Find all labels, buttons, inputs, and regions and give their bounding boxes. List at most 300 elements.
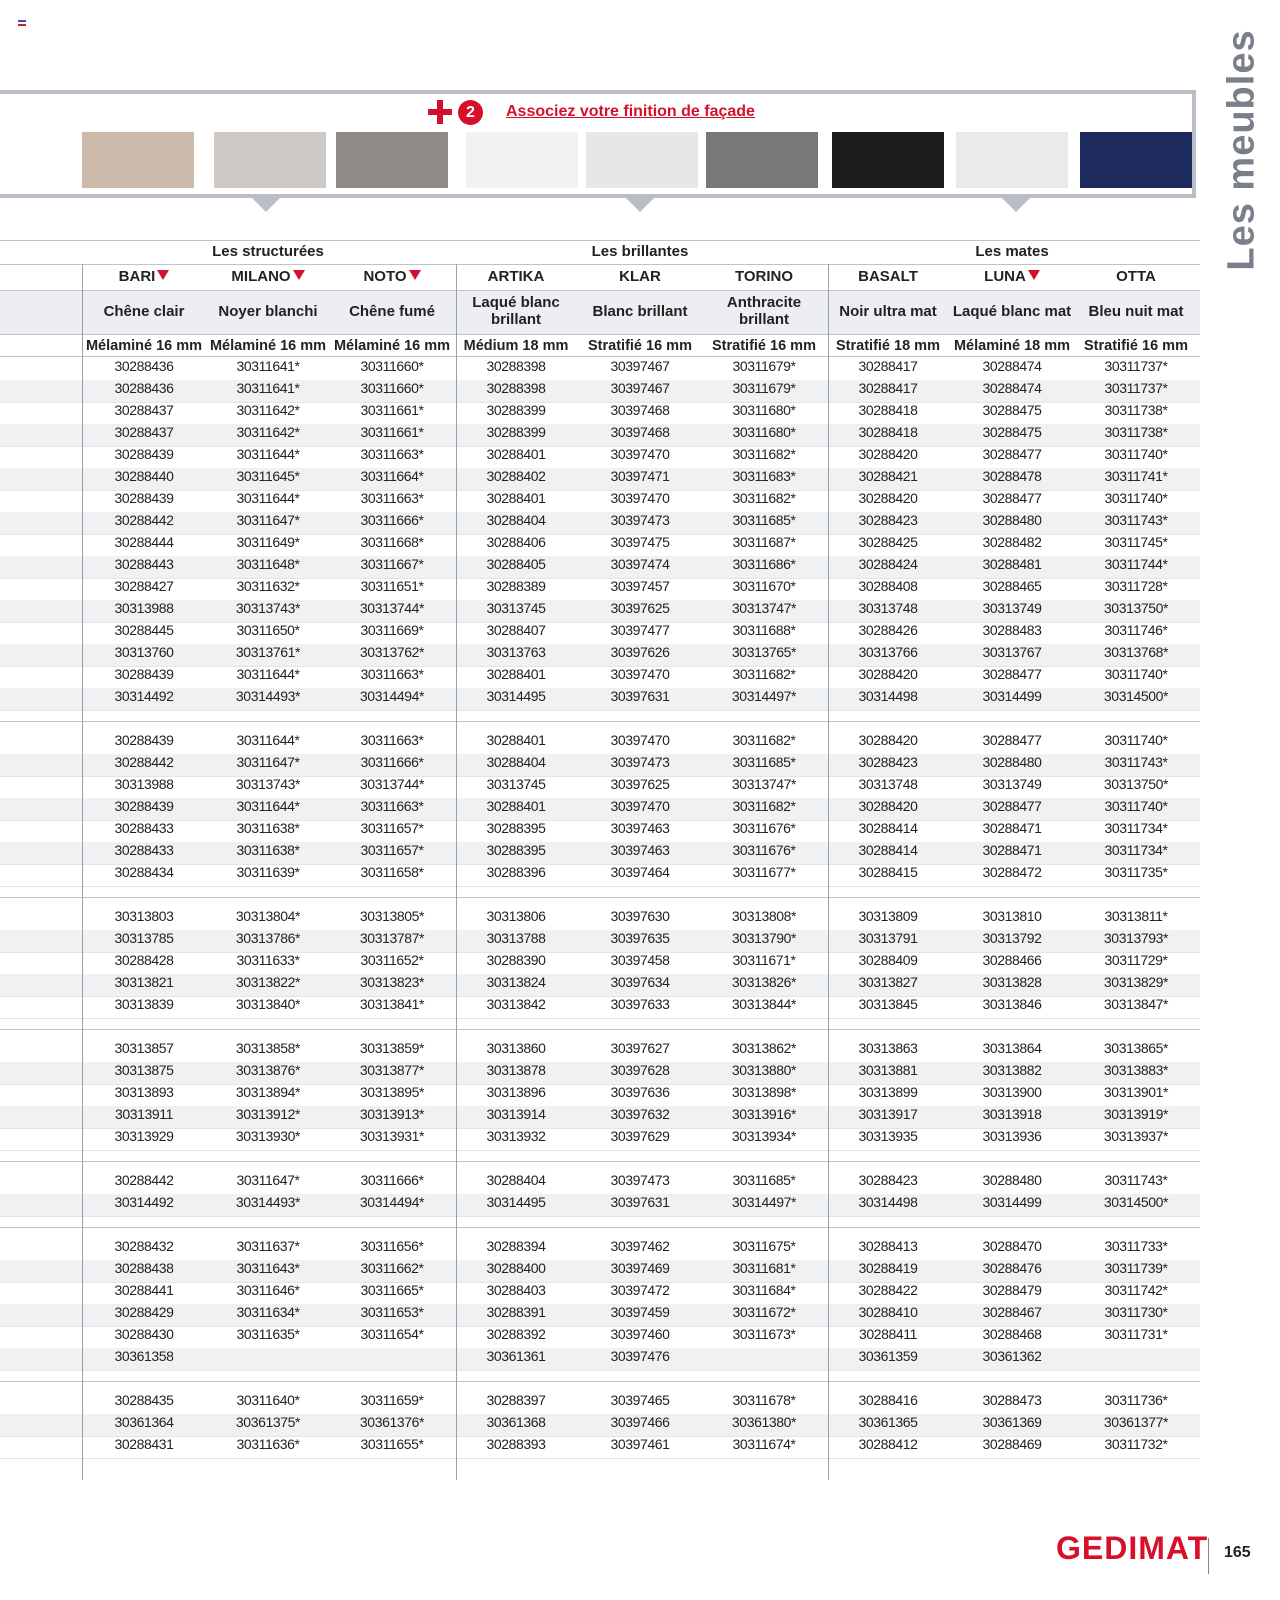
table-row: [0, 798, 1200, 820]
reference-cell: 30313768*: [1103, 644, 1169, 660]
reference-cell: 30311666*: [360, 1172, 424, 1188]
flag-icon: [18, 20, 26, 26]
reference-cell: 30288399: [486, 402, 546, 418]
table-row: [0, 1128, 1200, 1150]
reference-cell: 30313858*: [235, 1040, 301, 1056]
reference-cell: 30311653*: [360, 1304, 424, 1320]
reference-cell: 30311668*: [360, 534, 424, 550]
table-row: [0, 556, 1200, 578]
reference-cell: 30313743*: [235, 776, 301, 792]
table-row: [0, 930, 1200, 952]
reference-cell: 30288442: [114, 754, 174, 770]
reference-cell: 30311728*: [1104, 578, 1168, 594]
reference-cell: 30314498: [858, 1194, 918, 1210]
reference-cell: 30397475: [610, 534, 670, 550]
table-row: [0, 644, 1200, 666]
reference-cell: 30314497*: [731, 1194, 797, 1210]
reference-cell: 30311671*: [732, 952, 796, 968]
reference-cell: 30311686*: [732, 556, 796, 572]
reference-cell: 30397476: [610, 1348, 670, 1364]
reference-cell: 30288414: [858, 820, 918, 836]
model-name: [331, 268, 453, 285]
model-name-text: ARTIKA: [487, 268, 545, 285]
reference-cell: 30311663*: [360, 446, 424, 462]
reference-cell: 30311685*: [732, 1172, 796, 1188]
reference-cell: 30311734*: [1104, 842, 1168, 858]
reference-cell: 30313881: [858, 1062, 918, 1078]
reference-cell: 30313743*: [235, 600, 301, 616]
row-divider: [0, 1458, 1200, 1459]
reference-cell: 30311738*: [1104, 424, 1168, 440]
reference-cell: 30397477: [610, 622, 670, 638]
reference-cell: 30288415: [858, 864, 918, 880]
reference-cell: 30288414: [858, 842, 918, 858]
reference-cell: 30314495: [486, 1194, 546, 1210]
reference-cell: 30311680*: [732, 402, 796, 418]
reference-cell: 30397467: [610, 358, 670, 374]
reference-cell: 30311658*: [360, 864, 424, 880]
group-heading: Les brillantes: [591, 243, 689, 260]
table-row: [0, 1040, 1200, 1062]
reference-cell: 30288436: [114, 380, 174, 396]
finish-swatch[interactable]: [1080, 132, 1192, 188]
reference-cell: 30397470: [610, 446, 670, 462]
model-name-text: MILANO: [231, 268, 291, 285]
finish-name: Bleu nuit mat: [1088, 303, 1184, 320]
reference-cell: 30397635: [610, 930, 670, 946]
reference-cell: 30288439: [114, 798, 174, 814]
reference-cell: 30288426: [858, 622, 918, 638]
reference-cell: 30313862*: [731, 1040, 797, 1056]
reference-cell: 30397632: [610, 1106, 670, 1122]
reference-cell: 30288477: [982, 666, 1042, 682]
reference-cell: 30313912*: [235, 1106, 301, 1122]
reference-cell: 30311651*: [360, 578, 424, 594]
reference-cell: 30288421: [858, 468, 918, 484]
reference-cell: 30288471: [982, 842, 1042, 858]
reference-cell: 30311661*: [360, 402, 424, 418]
reference-cell: 30313811*: [1104, 908, 1168, 924]
reference-cell: 30361361: [486, 1348, 546, 1364]
reference-cell: 30288469: [982, 1436, 1042, 1452]
reference-cell: 30288429: [114, 1304, 174, 1320]
table-row: [0, 1194, 1200, 1216]
model-name-text: OTTA: [1116, 268, 1156, 285]
facade-link[interactable]: Associez votre finition de façade: [506, 103, 755, 120]
reference-cell: 30288395: [486, 842, 546, 858]
finish-name: Noir ultra mat: [839, 303, 937, 320]
reference-cell: 30311687*: [732, 534, 796, 550]
reference-cell: 30397460: [610, 1326, 670, 1342]
reference-cell: 30313901*: [1103, 1084, 1169, 1100]
reference-cell: 30288417: [858, 380, 918, 396]
reference-cell: 30288390: [486, 952, 546, 968]
reference-cell: 30313821: [114, 974, 174, 990]
reference-cell: 30397472: [610, 1282, 670, 1298]
pointer-structurees-icon: [252, 198, 280, 212]
reference-cell: 30397629: [610, 1128, 670, 1144]
reference-cell: 30288483: [982, 622, 1042, 638]
table-row: [0, 666, 1200, 688]
reference-cell: 30313767: [982, 644, 1042, 660]
reference-cell: 30288397: [486, 1392, 546, 1408]
reference-cell: 30397461: [610, 1436, 670, 1452]
reference-cell: 30313911: [114, 1106, 174, 1122]
reference-cell: 30311743*: [1104, 1172, 1168, 1188]
reference-cell: 30397625: [610, 600, 670, 616]
table-row: [0, 622, 1200, 644]
reference-cell: 30311644*: [236, 666, 300, 682]
reference-cell: 30288395: [486, 820, 546, 836]
reference-cell: 30288474: [982, 358, 1042, 374]
reference-cell: 30288436: [114, 358, 174, 374]
reference-cell: 30288401: [486, 446, 546, 462]
page-number: 165: [1224, 1544, 1251, 1561]
reference-cell: 30311737*: [1104, 380, 1168, 396]
table-row: [0, 402, 1200, 424]
reference-cell: 30313791: [858, 930, 918, 946]
reference-cell: 30313857: [114, 1040, 174, 1056]
reference-cell: 30311647*: [236, 1172, 300, 1188]
reference-cell: 30288427: [114, 578, 174, 594]
row-divider: [0, 1150, 1200, 1151]
reference-cell: 30397458: [610, 952, 670, 968]
table-row: [0, 776, 1200, 798]
reference-cell: 30314500*: [1103, 1194, 1169, 1210]
reference-cell: 30397470: [610, 798, 670, 814]
reference-cell: 30313988: [114, 776, 174, 792]
reference-cell: 30311684*: [732, 1282, 796, 1298]
reference-cell: 30311638*: [236, 842, 300, 858]
reference-cell: 30311663*: [360, 798, 424, 814]
model-name: [951, 268, 1073, 285]
reference-cell: 30311662*: [360, 1260, 424, 1276]
reference-cell: 30288401: [486, 666, 546, 682]
reference-cell: 30311649*: [236, 534, 300, 550]
reference-cell: 30313914: [486, 1106, 546, 1122]
material-spec: Stratifié 16 mm: [588, 338, 692, 354]
reference-cell: 30288404: [486, 754, 546, 770]
reference-cell: 30313840*: [235, 996, 301, 1012]
reference-cell: 30311647*: [236, 754, 300, 770]
reference-cell: 30288422: [858, 1282, 918, 1298]
reference-cell: 30311677*: [732, 864, 796, 880]
reference-cell: 30288416: [858, 1392, 918, 1408]
reference-cell: 30313787*: [359, 930, 425, 946]
reference-cell: 30361364: [114, 1414, 174, 1430]
reference-cell: 30311729*: [1104, 952, 1168, 968]
table-divider: [0, 1381, 1200, 1382]
group-separator: [828, 264, 829, 1480]
reference-cell: 30288480: [982, 512, 1042, 528]
side-title-text: Les meubles: [1220, 29, 1263, 271]
material-spec: Mélaminé 16 mm: [85, 338, 203, 354]
reference-cell: 30313762*: [359, 644, 425, 660]
model-name: [1075, 268, 1197, 285]
model-name: [207, 268, 329, 285]
reference-cell: 30288477: [982, 490, 1042, 506]
reference-cell: 30311657*: [360, 842, 424, 858]
reference-cell: 30311683*: [732, 468, 796, 484]
table-row: [0, 358, 1200, 380]
finish-swatch[interactable]: [586, 132, 698, 188]
reference-cell: 30311647*: [236, 512, 300, 528]
reference-cell: 30311664*: [360, 468, 424, 484]
reference-cell: 30311634*: [236, 1304, 300, 1320]
reference-cell: 30313876*: [235, 1062, 301, 1078]
reference-cell: 30288401: [486, 798, 546, 814]
reference-cell: 30311676*: [732, 820, 796, 836]
table-row: [0, 842, 1200, 864]
reference-cell: 30313917: [858, 1106, 918, 1122]
group-heading: Les mates: [975, 243, 1049, 260]
table-row: [0, 1436, 1200, 1458]
reference-cell: 30313763: [486, 644, 546, 660]
reference-cell: 30288480: [982, 754, 1042, 770]
pointer-mates-icon: [1002, 198, 1030, 212]
reference-cell: 30313929: [114, 1128, 174, 1144]
reference-cell: 30288439: [114, 732, 174, 748]
reference-cell: 30313932: [486, 1128, 546, 1144]
reference-cell: 30288471: [982, 820, 1042, 836]
finish-swatch[interactable]: [336, 132, 448, 188]
table-row: [0, 1172, 1200, 1194]
reference-cell: 30313930*: [235, 1128, 301, 1144]
reference-cell: 30288468: [982, 1326, 1042, 1342]
reference-cell: 30288437: [114, 402, 174, 418]
reference-cell: 30313761*: [235, 644, 301, 660]
table-divider: [0, 240, 1200, 241]
reference-cell: 30311735*: [1104, 864, 1168, 880]
reference-cell: 30361359: [858, 1348, 918, 1364]
reference-cell: 30311679*: [732, 358, 796, 374]
reference-cell: 30313935: [858, 1128, 918, 1144]
reference-cell: 30311643*: [236, 1260, 300, 1276]
reference-cell: 30288406: [486, 534, 546, 550]
reference-cell: 30314494*: [359, 1194, 425, 1210]
finish-swatch[interactable]: [956, 132, 1068, 188]
reference-cell: 30288401: [486, 490, 546, 506]
table-divider: [0, 334, 1200, 335]
row-divider: [0, 1216, 1200, 1217]
reference-cell: 30311644*: [236, 798, 300, 814]
reference-cell: 30397470: [610, 732, 670, 748]
reference-cell: 30311660*: [360, 380, 424, 396]
reference-cell: 30313893: [114, 1084, 174, 1100]
material-spec: Stratifié 16 mm: [1084, 338, 1188, 354]
reference-cell: 30288412: [858, 1436, 918, 1452]
reference-cell: 30397470: [610, 666, 670, 682]
reference-cell: 30311636*: [236, 1436, 300, 1452]
table-row: [0, 1260, 1200, 1282]
reference-cell: 30313936: [982, 1128, 1042, 1144]
reference-cell: 30288393: [486, 1436, 546, 1452]
reference-cell: 30397636: [610, 1084, 670, 1100]
reference-cell: 30397464: [610, 864, 670, 880]
reference-cell: 30313847*: [1103, 996, 1169, 1012]
finish-swatch[interactable]: [466, 132, 578, 188]
reference-cell: 30311740*: [1104, 732, 1168, 748]
reference-cell: 30311682*: [732, 446, 796, 462]
reference-cell: 30288433: [114, 842, 174, 858]
reference-cell: 30313875: [114, 1062, 174, 1078]
table-divider: [0, 290, 1200, 291]
reference-cell: 30288480: [982, 1172, 1042, 1188]
model-name-text: TORINO: [734, 268, 794, 285]
table-row: [0, 490, 1200, 512]
reference-cell: 30288404: [486, 1172, 546, 1188]
reference-cell: 30311639*: [236, 864, 300, 880]
reference-cell: 30288400: [486, 1260, 546, 1276]
model-name-text: LUNA: [984, 268, 1026, 285]
reference-cell: 30313839: [114, 996, 174, 1012]
finish-name: Laqué blanc mat: [952, 303, 1072, 320]
reference-cell: 30397627: [610, 1040, 670, 1056]
reference-cell: 30311644*: [236, 732, 300, 748]
reference-cell: 30288431: [114, 1436, 174, 1452]
reference-cell: 30397634: [610, 974, 670, 990]
reference-cell: [207, 1348, 329, 1370]
reference-cell: 30397465: [610, 1392, 670, 1408]
reference-cell: 30288392: [486, 1326, 546, 1342]
reference-cell: 30288410: [858, 1304, 918, 1320]
reference-cell: 30313744*: [359, 600, 425, 616]
reference-cell: 30313841*: [359, 996, 425, 1012]
reference-cell: 30313790*: [731, 930, 797, 946]
reference-cell: 30288417: [858, 358, 918, 374]
reference-cell: 30288474: [982, 380, 1042, 396]
reference-cell: 30313785: [114, 930, 174, 946]
finish-name: Chêne clair: [103, 303, 185, 320]
table-row: [0, 1282, 1200, 1304]
reference-cell: 30313809: [858, 908, 918, 924]
table-divider: [0, 264, 1200, 265]
model-name: [827, 268, 949, 285]
finish-swatch[interactable]: [706, 132, 818, 188]
reference-cell: 30314499: [982, 688, 1042, 704]
reference-cell: 30313827: [858, 974, 918, 990]
table-row: [0, 1326, 1200, 1348]
reference-cell: 30311675*: [732, 1238, 796, 1254]
finish-swatch[interactable]: [832, 132, 944, 188]
table-divider: [0, 721, 1200, 722]
reference-cell: 30313896: [486, 1084, 546, 1100]
reference-cell: 30397473: [610, 1172, 670, 1188]
reference-cell: 30313748: [858, 600, 918, 616]
gedimat-logo: GEDIMAT: [1056, 1530, 1209, 1566]
model-name-text: BARI: [118, 268, 156, 285]
reference-cell: 30288477: [982, 446, 1042, 462]
reference-cell: 30288472: [982, 864, 1042, 880]
reference-cell: 30397463: [610, 820, 670, 836]
material-spec: Mélaminé 18 mm: [953, 338, 1071, 354]
model-name: [703, 268, 825, 285]
reference-cell: [703, 1348, 825, 1370]
reference-cell: 30311672*: [732, 1304, 796, 1320]
reference-cell: 30313760: [114, 644, 174, 660]
reference-cell: 30397468: [610, 402, 670, 418]
reference-cell: 30311745*: [1104, 534, 1168, 550]
reference-cell: 30311663*: [360, 666, 424, 682]
reference-cell: 30313803: [114, 908, 174, 924]
reference-cell: 30397626: [610, 644, 670, 660]
reference-cell: 30311635*: [236, 1326, 300, 1342]
finish-swatch[interactable]: [82, 132, 194, 188]
table-divider: [0, 897, 1200, 898]
reference-cell: 30313810: [982, 908, 1042, 924]
reference-cell: 30313750*: [1103, 600, 1169, 616]
reference-cell: 30288413: [858, 1238, 918, 1254]
reference-cell: 30288466: [982, 952, 1042, 968]
reference-cell: 30311644*: [236, 490, 300, 506]
reference-cell: 30313766: [858, 644, 918, 660]
reference-cell: 30288439: [114, 666, 174, 682]
table-row: [0, 820, 1200, 842]
reference-cell: 30397469: [610, 1260, 670, 1276]
table-row: [0, 600, 1200, 622]
reference-cell: 30313828: [982, 974, 1042, 990]
finish-swatch[interactable]: [214, 132, 326, 188]
group-heading: Les structurées: [212, 243, 324, 260]
reference-cell: 30313846: [982, 996, 1042, 1012]
reference-cell: 30314493*: [235, 688, 301, 704]
reference-cell: 30288476: [982, 1260, 1042, 1276]
reference-cell: 30288398: [486, 358, 546, 374]
reference-cell: 30288423: [858, 1172, 918, 1188]
row-divider: [0, 1018, 1200, 1019]
reference-cell: 30313786*: [235, 930, 301, 946]
reference-cell: 30313823*: [359, 974, 425, 990]
reference-cell: 30311637*: [236, 1238, 300, 1254]
new-marker-icon: [293, 270, 305, 280]
reference-cell: 30288445: [114, 622, 174, 638]
reference-cell: 30311641*: [236, 380, 300, 396]
reference-cell: 30288423: [858, 512, 918, 528]
reference-cell: 30361375*: [235, 1414, 301, 1430]
reference-cell: 30397462: [610, 1238, 670, 1254]
reference-cell: 30397631: [610, 688, 670, 704]
plus-icon: [428, 100, 452, 124]
reference-cell: 30288477: [982, 732, 1042, 748]
group-separator: [456, 264, 457, 1480]
reference-cell: 30313842: [486, 996, 546, 1012]
reference-cell: 30313749: [982, 600, 1042, 616]
reference-cell: 30313747*: [731, 600, 797, 616]
reference-cell: 30311740*: [1104, 490, 1168, 506]
reference-cell: 30311655*: [360, 1436, 424, 1452]
reference-cell: 30311663*: [360, 490, 424, 506]
reference-cell: 30314493*: [235, 1194, 301, 1210]
table-row: [0, 1414, 1200, 1436]
reference-cell: 30311743*: [1104, 754, 1168, 770]
reference-cell: 30288467: [982, 1304, 1042, 1320]
table-divider: [0, 1161, 1200, 1162]
finish-name: Laqué blanc brillant: [472, 294, 560, 328]
table-row: [0, 1348, 1200, 1370]
pointer-brillantes-icon: [626, 198, 654, 212]
reference-cell: 30397467: [610, 380, 670, 396]
table-row: [0, 732, 1200, 754]
reference-cell: 30361377*: [1103, 1414, 1169, 1430]
reference-cell: 30288403: [486, 1282, 546, 1298]
reference-cell: 30397459: [610, 1304, 670, 1320]
material-spec: Médium 18 mm: [463, 338, 569, 354]
table-divider: [0, 356, 1200, 357]
reference-cell: 30311746*: [1104, 622, 1168, 638]
reference-cell: 30313805*: [359, 908, 425, 924]
reference-cell: 30313806: [486, 908, 546, 924]
table-row: [0, 864, 1200, 886]
